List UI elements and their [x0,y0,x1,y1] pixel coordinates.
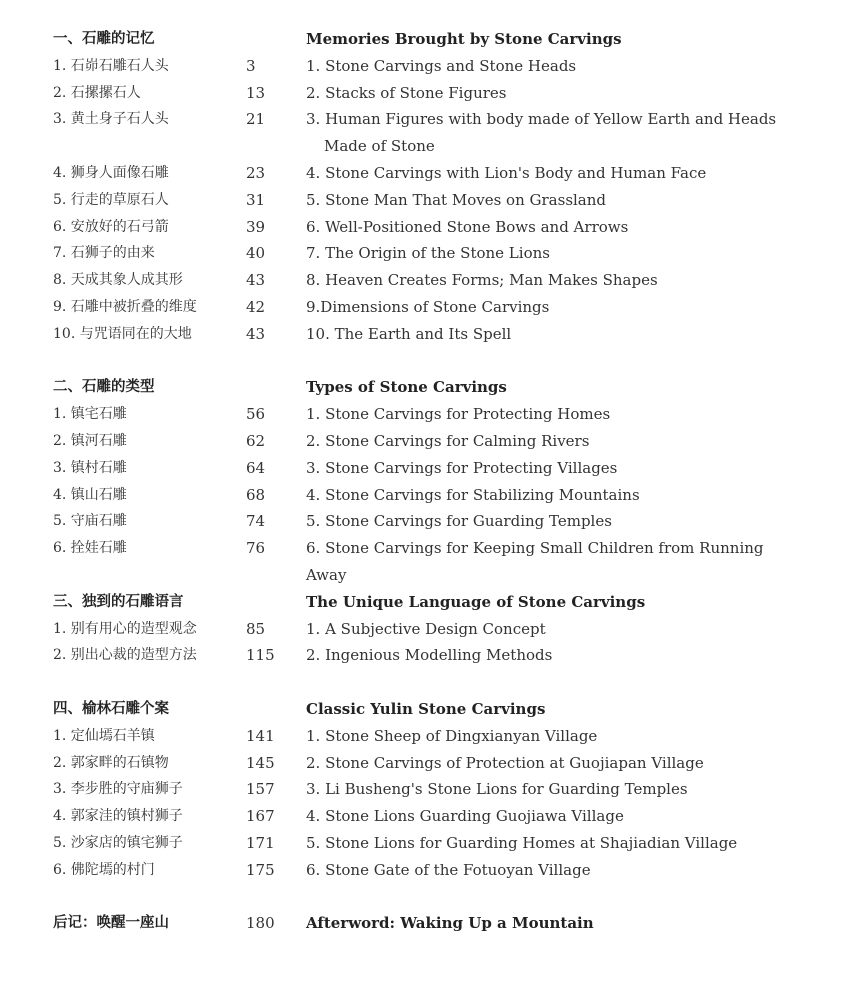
section-title-cn: 一、石雕的记忆 [53,30,155,47]
entry-title-cn: 1. 别有用心的造型观念 [53,620,197,637]
toc-entry [0,321,843,348]
page-number: 13 [246,83,266,102]
entry-title-en: 6. Stone Gate of the Fotuoyan Village [306,860,591,879]
entry-title-en: 1. Stone Sheep of Dingxianyan Village [306,726,598,745]
section-title-en: Classic Yulin Stone Carvings [306,699,546,718]
toc-entry [0,401,843,428]
toc-entry [0,535,843,584]
entry-title-cn: 2. 别出心裁的造型方法 [53,647,197,664]
entry-title-en-line1: 3. Human Figures with body made of Yellow Earth and Heads [306,110,777,129]
toc-entry [0,294,843,321]
entry-title-en: 2. Stone Carvings for Calming Rivers [306,431,590,450]
toc-entry [0,160,843,187]
entry-title-cn: 6. 安放好的石弓箭 [53,218,169,235]
entry-title-cn: 4. 镇山石雕 [53,486,127,503]
page-number: 180 [246,914,275,933]
entry-title-cn: 2. 镇河石雕 [53,432,127,449]
entry-title-cn: 1. 石峁石雕石人头 [53,57,169,74]
entry-title-en: 9.Dimensions of Stone Carvings [306,297,550,316]
entry-title-en: 3. Stone Carvings for Protecting Villages [306,458,618,477]
page-number: 85 [246,619,266,638]
toc-entry [0,240,843,267]
page-number: 175 [246,860,275,879]
toc-entry [0,803,843,830]
afterword-entry [0,910,843,937]
page-number: 157 [246,780,275,799]
entry-title-cn: 6. 拴娃石雕 [53,540,127,557]
entry-title-en: 8. Heaven Creates Forms; Man Makes Shapes [306,271,658,290]
entry-title-en: 6. Well-Positioned Stone Bows and Arrows [306,217,629,236]
toc-entry [0,80,843,107]
page-number: 68 [246,485,266,504]
page-number: 115 [246,646,275,665]
entry-title-en: 6. Stone Carvings for Keeping Small Children from Running Away [306,539,764,584]
section-heading [0,589,843,616]
entry-title-en: 2. Stacks of Stone Figures [306,83,507,102]
page-number: 141 [246,726,275,745]
toc-entry [0,776,843,803]
toc-entry [0,106,843,160]
entry-title-cn: 3. 李步胜的守庙狮子 [53,781,183,798]
page-number: 56 [246,405,266,424]
toc-entry [0,830,843,857]
section-title-cn: 三、独到的石雕语言 [53,592,184,610]
entry-title-cn: 1. 镇宅石雕 [53,406,127,423]
toc-section-types [0,374,843,584]
entry-title-en: 2. Stone Carvings of Protection at Guojiapan Village [306,753,704,772]
page-number: 171 [246,833,275,852]
toc-afterword [0,910,843,937]
entry-title-cn: 4. 狮身人面像石雕 [53,164,169,181]
entry-title-cn: 6. 佛陀墕的村门 [53,861,155,878]
entry-title-cn: 3. 黄土身子石人头 [53,111,169,128]
entry-title-en: 3. Li Busheng's Stone Lions for Guarding Temples [306,780,688,799]
entry-title-cn: 2. 石摞摞石人 [53,84,141,101]
table-of-contents [0,26,843,964]
toc-entry [0,642,843,669]
entry-title-en: 1. Stone Carvings and Stone Heads [306,56,577,75]
toc-entry [0,267,843,294]
entry-title-cn: 2. 郭家畔的石镇物 [53,754,169,771]
entry-title-en: 4. Stone Lions Guarding Guojiawa Village [306,807,624,826]
page-number: 64 [246,458,266,477]
afterword-title-en: Afterword: Waking Up a Mountain [306,914,594,933]
entry-title-en-line2: Made of Stone [324,137,435,156]
section-heading [0,374,843,401]
toc-entry [0,428,843,455]
page-number: 62 [246,431,266,450]
section-title-en: Types of Stone Carvings [306,378,507,397]
entry-title-en: 4. Stone Carvings for Stabilizing Mountains [306,485,640,504]
page-number: 76 [246,539,266,558]
page-number: 145 [246,753,275,772]
afterword-title-cn: 后记：唤醒一座山 [53,914,169,932]
toc-entry [0,616,843,643]
page-number: 40 [246,244,266,263]
toc-entry [0,53,843,80]
toc-entry [0,723,843,750]
toc-entry [0,455,843,482]
entry-title-cn: 5. 行走的草原石人 [53,191,169,208]
page-number: 43 [246,324,266,343]
page-number: 167 [246,807,275,826]
section-title-cn: 四、榆林石雕个案 [53,699,169,717]
entry-title-cn: 5. 守庙石雕 [53,513,127,530]
section-title-cn: 二、石雕的类型 [53,378,155,396]
page-number: 21 [246,110,266,129]
toc-section-language [0,589,843,669]
section-title-en: The Unique Language of Stone Carvings [306,592,646,611]
toc-entry [0,187,843,214]
entry-title-cn: 10. 与咒语同在的大地 [53,325,192,342]
entry-title-en: 5. Stone Man That Moves on Grassland [306,190,607,209]
page-number: 43 [246,271,266,290]
entry-title-en: 2. Ingenious Modelling Methods [306,646,553,665]
page-number: 3 [246,56,256,75]
entry-title-cn: 9. 石雕中被折叠的维度 [53,298,197,315]
entry-title-en: 1. A Subjective Design Concept [306,619,546,638]
toc-entry [0,857,843,884]
entry-title-cn: 1. 定仙墕石羊镇 [53,727,155,744]
entry-title-cn: 8. 天成其象人成其形 [53,272,183,289]
toc-entry [0,482,843,509]
entry-title-en: 1. Stone Carvings for Protecting Homes [306,405,611,424]
entry-title-en: 10. The Earth and Its Spell [306,324,512,343]
toc-section-memories [0,26,843,348]
page-number: 74 [246,512,266,531]
page-number: 39 [246,217,266,236]
toc-entry [0,508,843,535]
entry-title-en: 5. Stone Carvings for Guarding Temples [306,512,612,531]
entry-title-en: 7. The Origin of the Stone Lions [306,244,550,263]
page-number: 31 [246,190,266,209]
section-heading [0,696,843,723]
toc-entry [0,214,843,241]
toc-section-yulin [0,696,843,884]
entry-title-cn: 5. 沙家店的镇宅狮子 [53,834,183,851]
toc-entry [0,750,843,777]
entry-title-en [306,106,806,160]
section-title-en: Memories Brought by Stone Carvings [306,30,622,48]
entry-title-en: 5. Stone Lions for Guarding Homes at Shajiadian Village [306,833,738,852]
page-number: 42 [246,297,266,316]
entry-title-cn: 3. 镇村石雕 [53,459,127,476]
page-number: 23 [246,163,266,182]
entry-title-cn: 7. 石狮子的由来 [53,245,155,262]
section-heading [0,26,843,53]
entry-title-en: 4. Stone Carvings with Lion's Body and Human Face [306,163,707,182]
entry-title-cn: 4. 郭家洼的镇村狮子 [53,808,183,825]
